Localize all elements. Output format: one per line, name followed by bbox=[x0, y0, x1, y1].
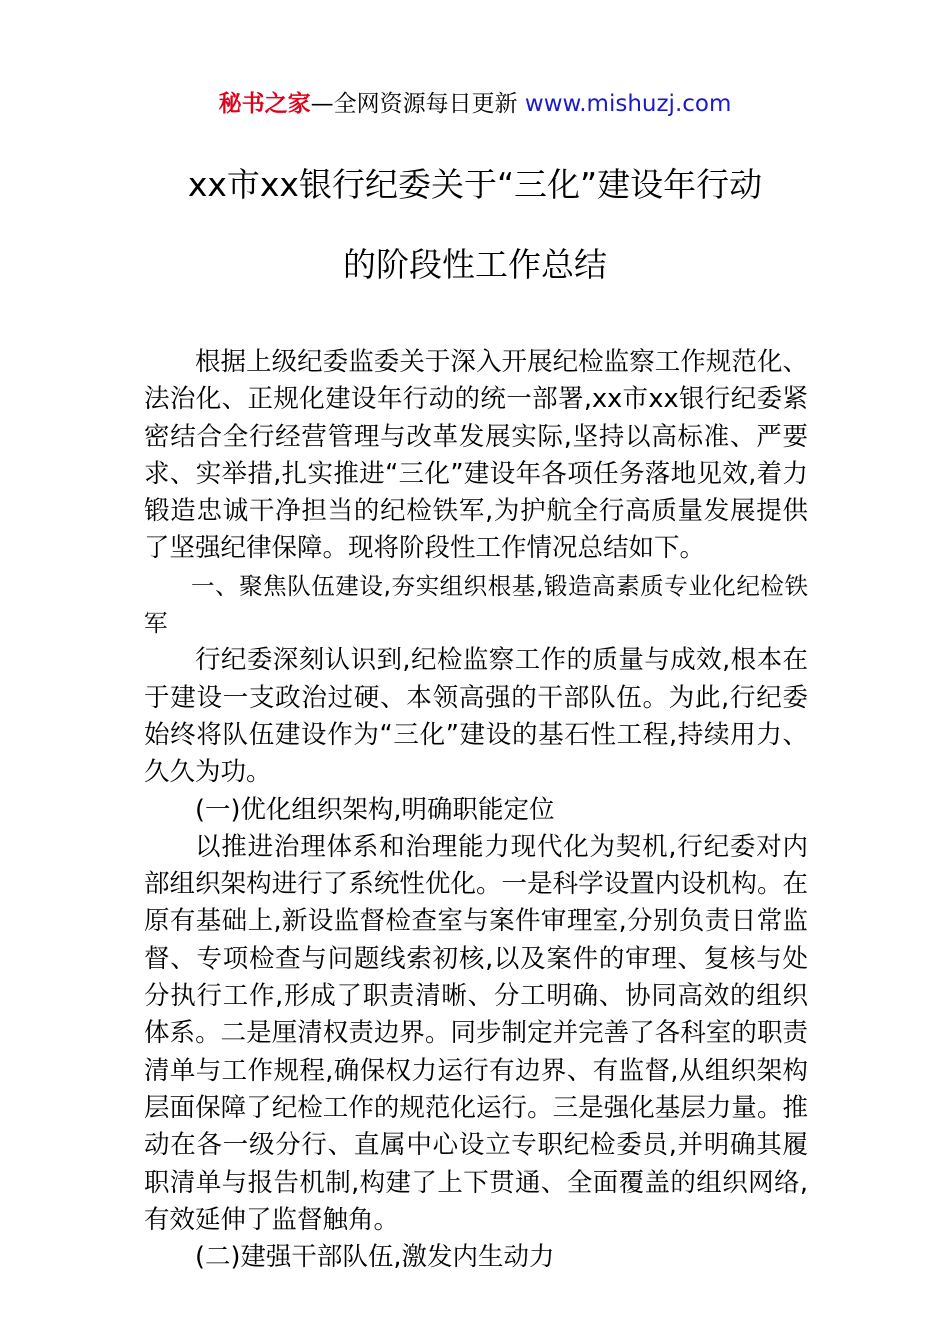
paragraph-section-1: 行纪委深刻认识到,纪检监察工作的质量与成效,根本在于建设一支政治过硬、本领高强的干部队伍。为此,行纪委始终将队伍建设作为“三化”建设的基石性工程,持续用力、久久为功。 bbox=[144, 645, 808, 788]
site-header bbox=[0, 86, 950, 122]
document-title bbox=[0, 160, 950, 290]
paragraph-intro: 根据上级纪委监委关于深入开展纪检监察工作规范化、法治化、正规化建设年行动的统一部署,xx市xx银行纪委紧密结合全行经营管理与改革发展实际,坚持以高标准、严要求、实举措,扎实推进“三化”建设年各项任务落地见效,着力锻造忠诚干净担当的纪检铁军,为护航全行高质量发展提供了坚强纪律保障。现将阶段性工作情况总结如下。 bbox=[144, 347, 808, 564]
site-tagline: —全网资源每日更新 bbox=[310, 91, 518, 117]
section-heading-1: 一、聚焦队伍建设,夯实组织根基,锻造高素质专业化纪检铁军 bbox=[144, 571, 808, 638]
subsection-heading-2: (二)建强干部队伍,激发内生动力 bbox=[195, 1242, 555, 1273]
title-line-2: 的阶段性工作总结 bbox=[343, 245, 607, 284]
site-brand: 秘书之家 bbox=[218, 91, 311, 117]
paragraph-subsection-1: 以推进治理体系和治理能力现代化为契机,行纪委对内部组织架构进行了系统性优化。一是科学设置内设机构。在原有基础上,新设监督检查室与案件审理室,分别负责日常监督、专项检查与问题线索初核,以及案件的审理、复核与处分执行工作,形成了职责清晰、分工明确、协同高效的组织体系。二是厘清权责边界。同步制定并完善了各科室的职责清单与工作规程,确保权力运行有边界、有监督,从组织架构层面保障了纪检工作的规范化运行。三是强化基层力量。推动在各一级分行、直属中心设立专职纪检委员,并明确其履职清单与报告机制,构建了上下贯通、全面覆盖的组织网络,有效延伸了监督触角。 bbox=[144, 831, 808, 1235]
title-line-1: xx市xx银行纪委关于“三化”建设年行动 bbox=[187, 165, 763, 204]
site-url[interactable]: www.mishuzj.com bbox=[524, 91, 732, 117]
document-body bbox=[144, 344, 808, 1276]
subsection-heading-1: (一)优化组织架构,明确职能定位 bbox=[195, 794, 555, 825]
